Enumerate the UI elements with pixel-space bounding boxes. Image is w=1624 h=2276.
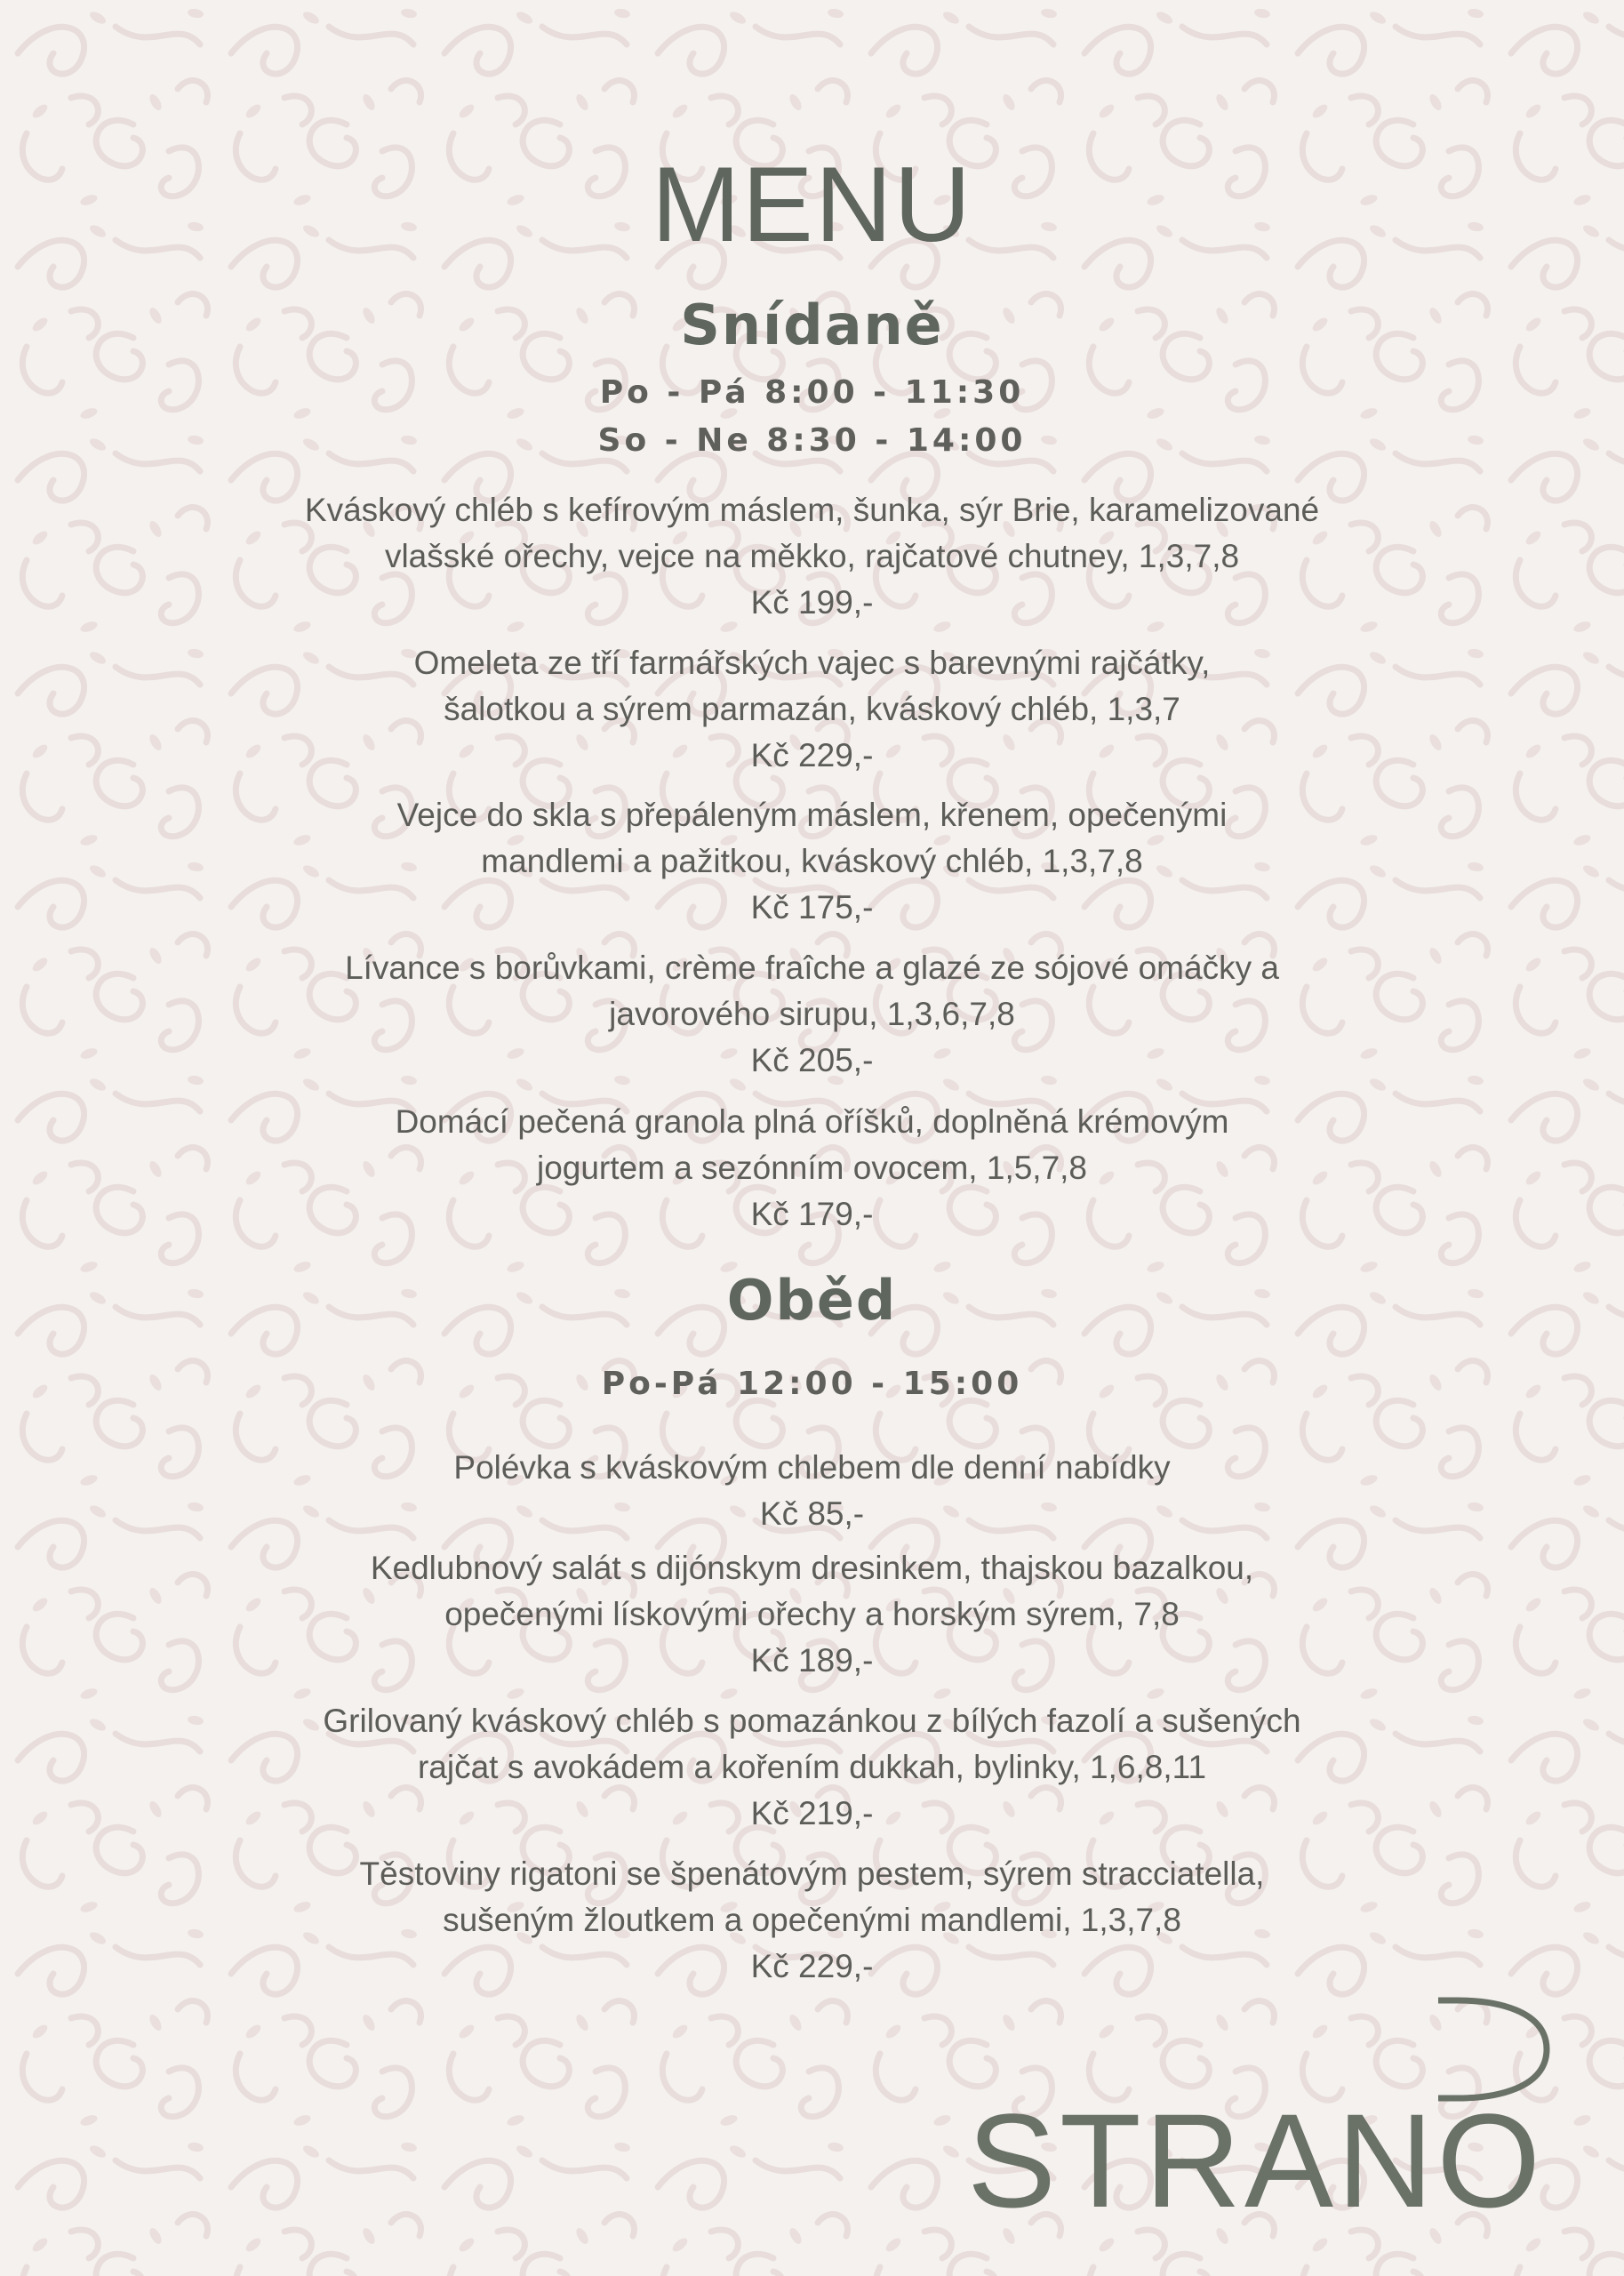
item-price: Kč 85,- <box>759 1495 865 1532</box>
item-price: Kč 229,- <box>750 1948 874 1984</box>
item-description: Polévka s kváskovým chlebem dle denní nabídky <box>453 1449 1171 1486</box>
item-price: Kč 199,- <box>750 584 874 621</box>
lunch-item <box>178 1445 1446 1537</box>
breakfast-item <box>178 792 1446 931</box>
lunch-title: Oběd <box>726 1268 898 1333</box>
item-price: Kč 219,- <box>750 1795 874 1831</box>
strano-logo <box>960 1992 1564 2223</box>
breakfast-item <box>178 945 1446 1084</box>
breakfast-hours-weekday: Po - Pá 8:00 - 11:30 <box>599 374 1025 411</box>
lunch-item <box>178 1698 1446 1837</box>
item-price: Kč 189,- <box>750 1642 874 1679</box>
item-description: Grilovaný kváskový chléb s pomazánkou z bílých fazolí a sušených rajčat s avokádem a kořením dukkah, bylinky, 1,6,8,11 <box>323 1703 1301 1785</box>
item-price: Kč 205,- <box>750 1042 874 1078</box>
lunch-item <box>178 1851 1446 1990</box>
lunch-item <box>178 1545 1446 1684</box>
breakfast-title: Snídaně <box>680 293 944 357</box>
item-description: Vejce do skla s přepáleným máslem, křenem, opečenými mandlemi a pažitkou, kváskový chléb, 1,3,7,8 <box>396 797 1228 879</box>
logo-wordmark: STRANO <box>967 2086 1545 2223</box>
breakfast-hours-weekend: So - Ne 8:30 - 14:00 <box>597 422 1027 459</box>
item-description: Omeleta ze tří farmářských vajec s barevnými rajčátky, šalotkou a sýrem parmazán, kváskový chléb, 1,3,7 <box>413 645 1211 727</box>
lunch-hours: Po-Pá 12:00 - 15:00 <box>601 1366 1023 1402</box>
item-description: Těstoviny rigatoni se špenátovým pestem, sýrem stracciatella, sušeným žloutkem a opečenými mandlemi, 1,3,7,8 <box>359 1855 1265 1938</box>
breakfast-item <box>178 1099 1446 1238</box>
item-price: Kč 229,- <box>750 737 874 773</box>
item-price: Kč 179,- <box>750 1196 874 1232</box>
breakfast-item <box>178 640 1446 779</box>
menu-title: MENU <box>651 145 973 264</box>
item-price: Kč 175,- <box>750 889 874 926</box>
item-description: Lívance s borůvkami, crème fraîche a glazé ze sójové omáčky a javorového sirupu, 1,3,6,7,8 <box>345 950 1279 1032</box>
breakfast-item <box>178 487 1446 626</box>
item-description: Kedlubnový salát s dijónskym dresinkem, thajskou bazalkou, opečenými lískovými ořechy a horským sýrem, 7,8 <box>370 1550 1254 1632</box>
item-description: Kváskový chléb s kefírovým máslem, šunka, sýr Brie, karamelizované vlašské ořechy, vejce na měkko, rajčatové chutney, 1,3,7,8 <box>304 492 1320 574</box>
item-description: Domácí pečená granola plná oříšků, doplněná krémovým jogurtem a sezónním ovocem, 1,5,7,8 <box>395 1103 1229 1186</box>
